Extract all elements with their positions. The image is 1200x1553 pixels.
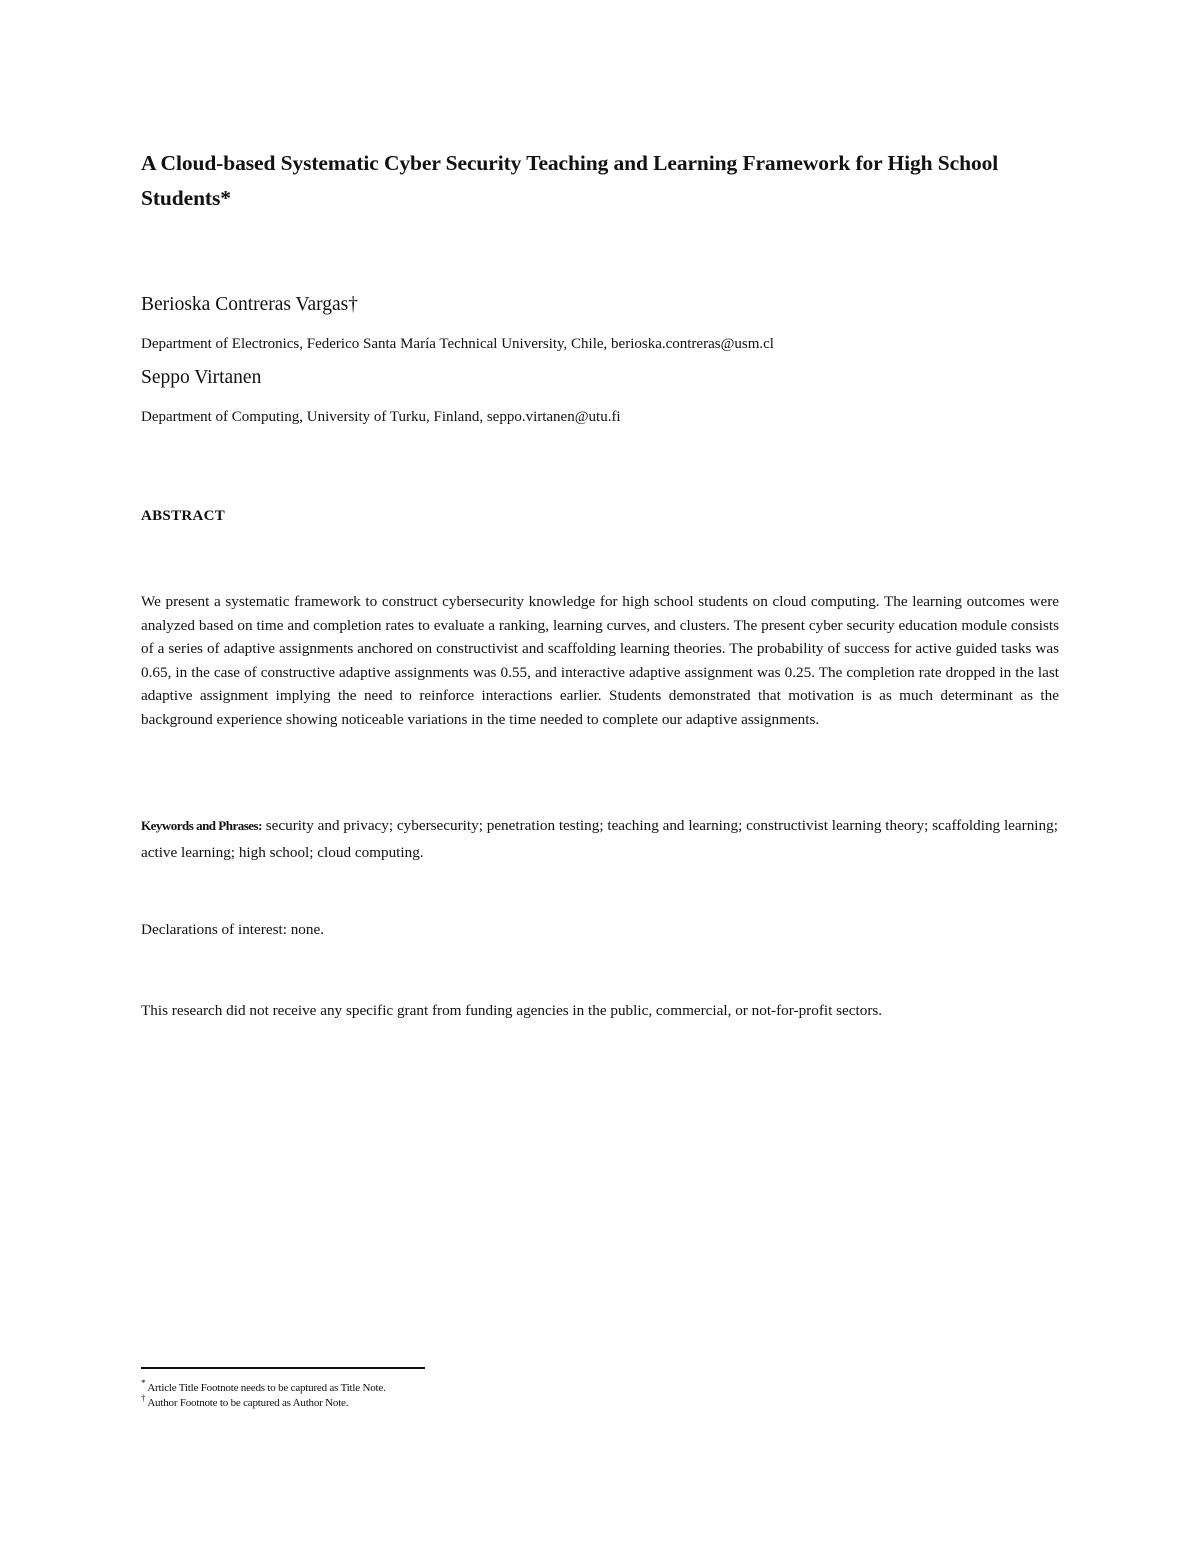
footnote-text: Author Footnote to be captured as Author Note. — [147, 1397, 349, 1409]
footnote-author-note — [141, 1393, 386, 1411]
funding-statement: This research did not receive any specific grant from funding agencies in the public, commercial, or not-for-profit sectors. — [141, 1002, 883, 1019]
footnotes — [141, 1378, 386, 1411]
author-affiliation: Department of Electronics, Federico Santa María Technical University, Chile, berioska.contreras@usm.cl — [141, 336, 774, 352]
footnote-text: Article Title Footnote needs to be captured as Title Note. — [147, 1382, 386, 1394]
declarations-of-interest: Declarations of interest: none. — [141, 921, 325, 938]
footnote-mark: † — [141, 1393, 146, 1404]
keywords-text: security and privacy; cybersecurity; penetration testing; teaching and learning; constructivist learning theory; scaffolding learning; active learning; high school; cloud computing. — [141, 817, 1058, 861]
paper-title: A Cloud-based Systematic Cyber Security Teaching and Learning Framework for High School Students* — [141, 151, 999, 210]
footnote-title-note — [141, 1378, 386, 1396]
footnote-divider — [141, 1367, 425, 1369]
author-name: Seppo Virtanen — [141, 367, 262, 388]
author-affiliation: Department of Computing, University of Turku, Finland, seppo.virtanen@utu.fi — [141, 409, 621, 425]
abstract-body: We present a systematic framework to construct cybersecurity knowledge for high school students on cloud computing. The learning outcomes were analyzed based on time and completion rates to evaluate a ranking, learning curves, and clusters. The present cyber security education module consists of a series of adaptive assignments anchored on constructivist and scaffolding learning theories. The probability of success for active guided tasks was 0.65, in the case of constructive adaptive assignments was 0.55, and interactive adaptive assignment was 0.25. The completion rate dropped in the last adaptive assignment implying the need to reinforce interactions earlier. Students demonstrated that motivation is as much determinant as the background experience showing noticeable variations in the time needed to complete our adaptive assignments. — [141, 593, 1059, 728]
abstract-heading: ABSTRACT — [141, 508, 226, 524]
author-name: Berioska Contreras Vargas† — [141, 294, 358, 315]
footnote-mark: * — [141, 1378, 146, 1389]
keywords — [141, 812, 1059, 866]
keywords-label: Keywords and Phrases: — [141, 818, 262, 833]
